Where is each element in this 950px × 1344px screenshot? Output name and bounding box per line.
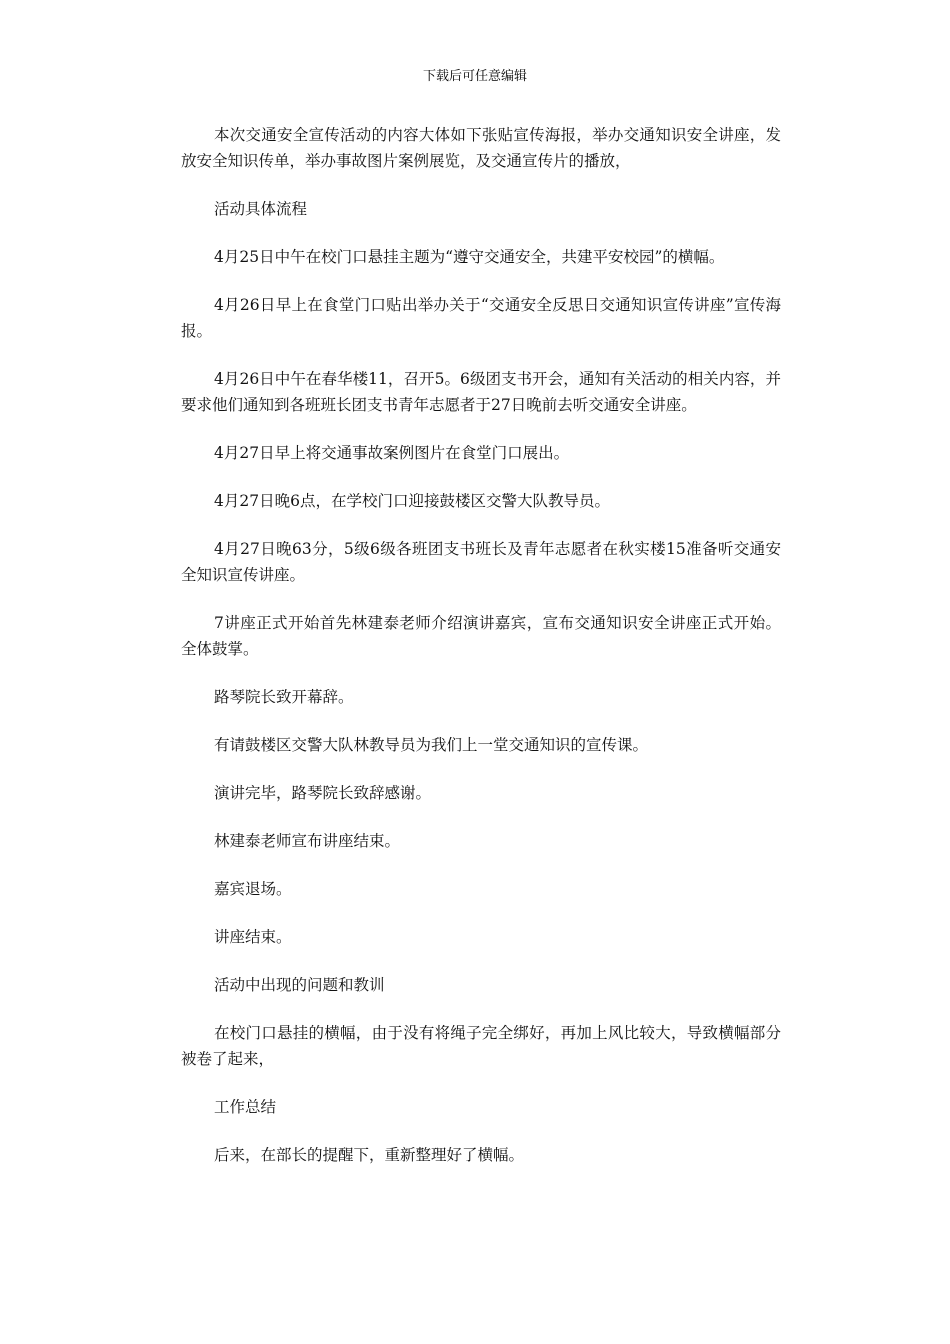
paragraph-apr27-attend: 4月27日晚63分，5级6级各班团支书班长及青年志愿者在秋实楼15准备听交通安全知识宣传讲座。 [181, 540, 781, 584]
heading-problems: 活动中出现的问题和教训 [214, 976, 385, 994]
paragraph-apr26-meeting: 4月26日中午在春华楼11，召开5。6级团支书开会，通知有关活动的相关内容，并要求他们通知到各班班长团支书青年志愿者于27日晚前去听交通安全讲座。 [181, 370, 781, 414]
heading-activity-flow: 活动具体流程 [214, 200, 308, 218]
paragraph-banner-problem: 在校门口悬挂的横幅，由于没有将绳子完全绑好，再加上风比较大，导致横幅部分被卷了起来， [181, 1024, 781, 1068]
paragraph-fix: 后来，在部长的提醒下，重新整理好了横幅。 [214, 1146, 525, 1164]
page-header: 下载后可任意编辑 [422, 69, 527, 84]
paragraph-lecture-start: 7讲座正式开始首先林建泰老师介绍演讲嘉宾，宣布交通知识安全讲座正式开始。全体鼓掌。 [181, 614, 781, 658]
heading-summary: 工作总结 [214, 1098, 277, 1116]
document-body [181, 122, 781, 1190]
paragraph-apr27-exhibit: 4月27日早上将交通事故案例图片在食堂门口展出。 [214, 444, 570, 462]
paragraph-intro: 本次交通安全宣传活动的内容大体如下张贴宣传海报，举办交通知识安全讲座，发放安全知识传单，举办事故图片案例展览，及交通宣传片的播放， [181, 126, 781, 170]
paragraph-guests-exit: 嘉宾退场。 [214, 880, 292, 898]
paragraph-apr26-poster: 4月26日早上在食堂门口贴出举办关于“交通安全反思日交通知识宣传讲座”宣传海报。 [181, 296, 781, 340]
paragraph-lecture-end-announce: 林建泰老师宣布讲座结束。 [214, 832, 401, 850]
paragraph-guest-lecture: 有请鼓楼区交警大队林教导员为我们上一堂交通知识的宣传课。 [214, 736, 649, 754]
paragraph-lecture-end: 讲座结束。 [214, 928, 292, 946]
paragraph-apr27-welcome: 4月27日晚6点，在学校门口迎接鼓楼区交警大队教导员。 [214, 492, 610, 510]
paragraph-opening-speech: 路琴院长致开幕辞。 [214, 688, 354, 706]
paragraph-apr25-banner: 4月25日中午在校门口悬挂主题为“遵守交通安全，共建平安校园”的横幅。 [214, 248, 725, 266]
paragraph-thanks: 演讲完毕，路琴院长致辞感谢。 [214, 784, 432, 802]
